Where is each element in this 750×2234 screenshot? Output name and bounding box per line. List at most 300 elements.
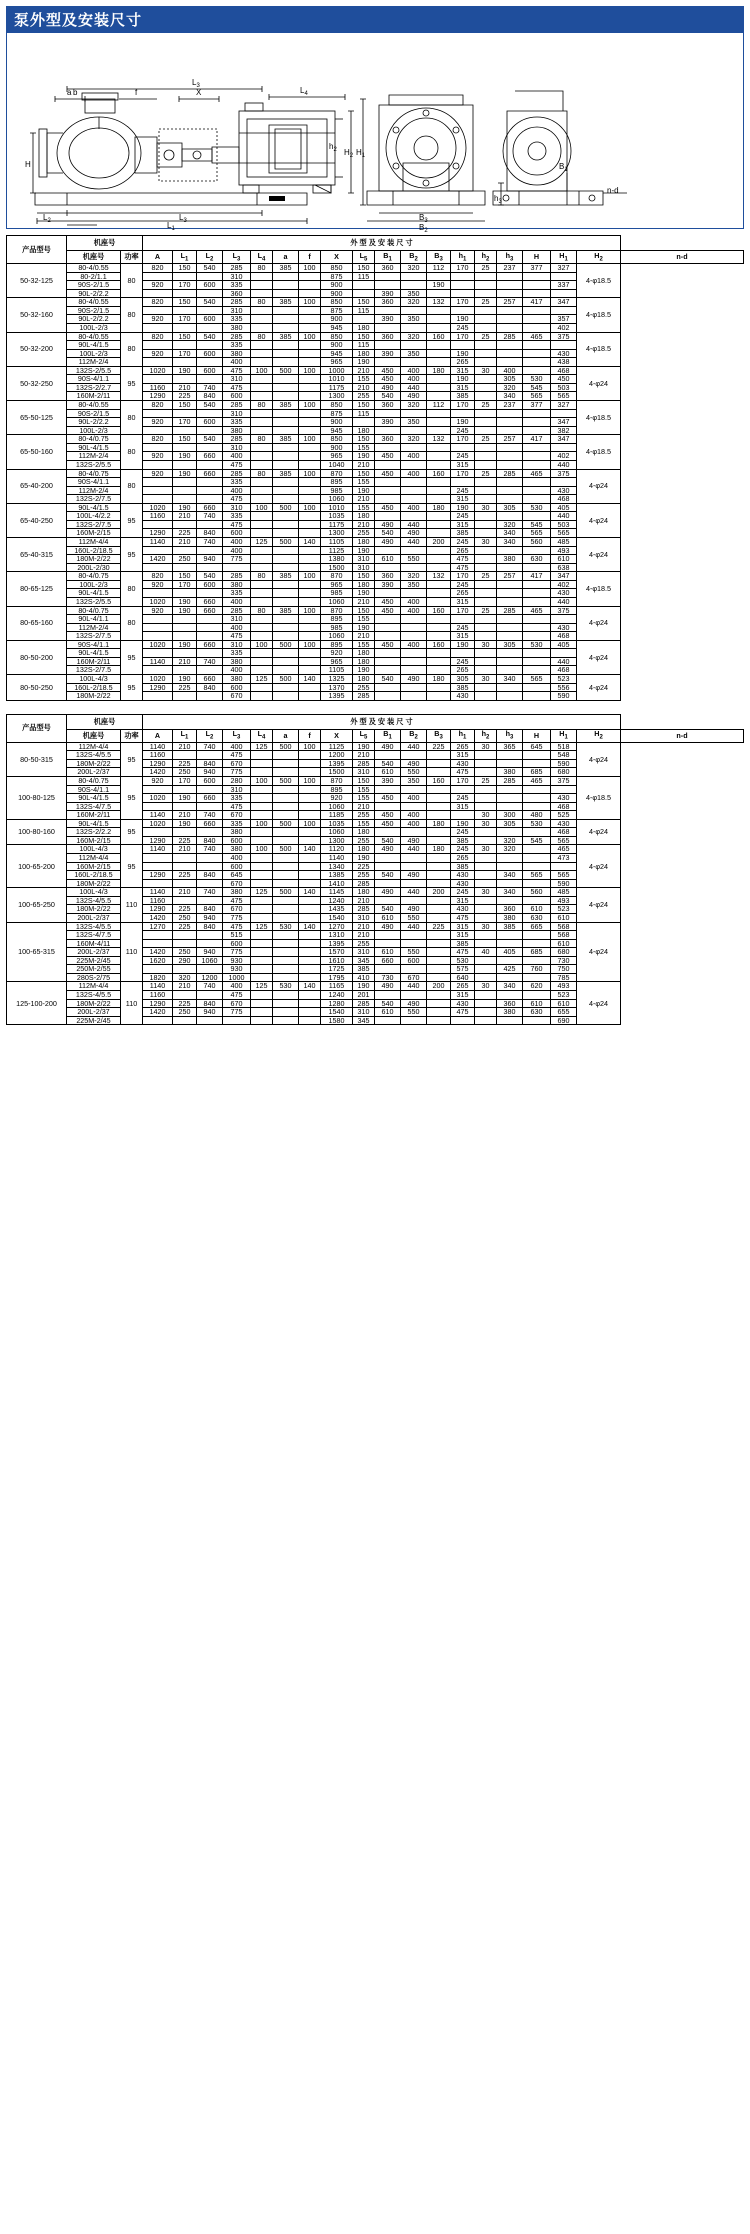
dim-B3-cell xyxy=(401,931,427,940)
dim-H-cell: 305 xyxy=(497,819,523,828)
dim-H-cell xyxy=(497,418,523,427)
dim-L4-cell: 930 xyxy=(223,965,251,974)
dim-H2-cell: 523 xyxy=(551,991,577,1000)
dim-L4-cell: 360 xyxy=(223,289,251,298)
dim-h1-cell xyxy=(427,999,451,1008)
dim-L1-cell: 1160 xyxy=(143,383,173,392)
dim-H-cell: 305 xyxy=(497,503,523,512)
table-row xyxy=(7,666,744,675)
dim-H-cell: 285 xyxy=(497,332,523,341)
dim-h3-cell: 30 xyxy=(475,845,497,854)
dim-H2-cell: 450 xyxy=(551,375,577,384)
dim-L1-cell: 920 xyxy=(143,281,173,290)
dim-H1-cell xyxy=(523,854,551,863)
dim-L3-cell xyxy=(197,623,223,632)
dim-h3-cell: 25 xyxy=(475,606,497,615)
dim-h3-cell xyxy=(475,991,497,1000)
dim-h1-cell xyxy=(427,794,451,803)
dim-B3-cell: 320 xyxy=(401,435,427,444)
dim-L1-cell: 1160 xyxy=(143,896,173,905)
dim-h1-cell xyxy=(427,478,451,487)
dim-L4-cell: 475 xyxy=(223,495,251,504)
dim-L5-cell: 1570 xyxy=(321,948,353,957)
dim-X-cell xyxy=(299,546,321,555)
dim-a-cell: 100 xyxy=(251,640,273,649)
dim-L3-cell: 600 xyxy=(197,315,223,324)
motor-power-cell: 112M-2/4 xyxy=(67,486,121,495)
dim-a-cell xyxy=(251,948,273,957)
dim-L5-cell: 1310 xyxy=(321,931,353,940)
dim-L1-cell xyxy=(143,495,173,504)
dim-L4-cell: 400 xyxy=(223,597,251,606)
dim-H1-cell: 545 xyxy=(523,836,551,845)
dim-h3-cell: 25 xyxy=(475,469,497,478)
dim-L5-cell: 1035 xyxy=(321,819,353,828)
dim-h2-cell: 315 xyxy=(451,896,475,905)
dim-L3-cell: 600 xyxy=(197,281,223,290)
col-h3: $h_3$ xyxy=(497,251,523,264)
dim-L5-cell: 1010 xyxy=(321,503,353,512)
dim-h1-cell: 180 xyxy=(427,675,451,684)
dim-f-cell: 500 xyxy=(273,675,299,684)
dim-h3-cell xyxy=(475,999,497,1008)
dim-f-cell: 385 xyxy=(273,264,299,273)
dim-X-cell xyxy=(299,999,321,1008)
dim-f-cell xyxy=(273,802,299,811)
dim-h2-cell: 245 xyxy=(451,888,475,897)
dim-H2-cell: 565 xyxy=(551,836,577,845)
dim-a-cell: 125 xyxy=(251,675,273,684)
dim-L5-cell: 1300 xyxy=(321,529,353,538)
motor-power-cell: 132S-2/7.5 xyxy=(67,666,121,675)
dim-H1-cell: 417 xyxy=(523,572,551,581)
dim-h2-cell: 245 xyxy=(451,794,475,803)
dim-B1-cell: 150 xyxy=(353,776,375,785)
dim-L5-cell: 1175 xyxy=(321,520,353,529)
dim-B2-cell xyxy=(375,341,401,350)
dim-H1-cell: 610 xyxy=(523,999,551,1008)
dim-X-cell xyxy=(299,349,321,358)
dim-h3-cell xyxy=(475,862,497,871)
dim-A-cell: 80 xyxy=(121,401,143,435)
dim-h1-cell xyxy=(427,811,451,820)
dim-L5-cell: 875 xyxy=(321,409,353,418)
motor-power-cell: 80-4/0.55 xyxy=(67,332,121,341)
dim-f-cell xyxy=(273,589,299,598)
dim-L1-cell: 1140 xyxy=(143,657,173,666)
dim-H-cell xyxy=(497,460,523,469)
dim-h1-cell: 160 xyxy=(427,332,451,341)
motor-power-cell: 80-4/0.75 xyxy=(67,469,121,478)
dim-h1-cell xyxy=(427,657,451,666)
col-f: f xyxy=(299,251,321,264)
dim-L1-cell: 920 xyxy=(143,469,173,478)
dim-L2-cell: 190 xyxy=(173,503,197,512)
dim-X-cell xyxy=(299,315,321,324)
product-model-cell: 65-50-160 xyxy=(7,435,67,469)
dim-H1-cell xyxy=(523,452,551,461)
dim-h2-cell xyxy=(451,281,475,290)
dim-B1-cell: 180 xyxy=(353,845,375,854)
dim-B1-cell: 190 xyxy=(353,666,375,675)
dim-B1-cell: 180 xyxy=(353,538,375,547)
dim-X-cell xyxy=(299,272,321,281)
dim-h1-cell xyxy=(427,905,451,914)
dim-L4-cell: 380 xyxy=(223,426,251,435)
dim-B1-cell xyxy=(353,281,375,290)
dim-B2-cell xyxy=(375,931,401,940)
dim-f-cell xyxy=(273,478,299,487)
col-f-2: f xyxy=(299,729,321,742)
col-A-2: A xyxy=(143,729,173,742)
dim-a-cell xyxy=(251,862,273,871)
dim-L5-cell: 985 xyxy=(321,623,353,632)
dim-B1-cell: 155 xyxy=(353,478,375,487)
dim-L2-cell xyxy=(173,931,197,940)
dim-L4-cell: 400 xyxy=(223,486,251,495)
dim-L5-cell: 1105 xyxy=(321,666,353,675)
dim-h1-cell xyxy=(427,315,451,324)
dim-X-cell xyxy=(299,896,321,905)
dim-h3-cell: 25 xyxy=(475,572,497,581)
dim-h3-cell xyxy=(475,323,497,332)
dim-H-cell xyxy=(497,751,523,760)
dim-H2-cell: 402 xyxy=(551,452,577,461)
dim-h1-cell xyxy=(427,555,451,564)
dim-f-cell: 500 xyxy=(273,640,299,649)
dim-L2-cell: 190 xyxy=(173,794,197,803)
motor-power-cell: 132S-2/7.5 xyxy=(67,520,121,529)
col-motor-frame: 机座号 xyxy=(67,251,121,264)
dim-L2-cell xyxy=(173,632,197,641)
dim-h2-cell: 575 xyxy=(451,965,475,974)
table-row xyxy=(7,281,744,290)
dim-a-cell: 125 xyxy=(251,888,273,897)
table-row xyxy=(7,982,744,991)
dim-h3-cell xyxy=(475,692,497,701)
table-row xyxy=(7,443,744,452)
dim-a-cell xyxy=(251,589,273,598)
dim-A-cell: 80 xyxy=(121,572,143,606)
dim-nd-cell: 4-φ24 xyxy=(577,982,621,1025)
dim-L2-cell: 170 xyxy=(173,580,197,589)
dim-L2-cell: 250 xyxy=(173,913,197,922)
dim-L5-cell: 1240 xyxy=(321,896,353,905)
dim-L2-cell: 250 xyxy=(173,555,197,564)
dim-H2-cell: 468 xyxy=(551,828,577,837)
dim-f-cell xyxy=(273,341,299,350)
dim-L2-cell xyxy=(173,692,197,701)
dim-L5-cell: 1435 xyxy=(321,905,353,914)
dim-h1-cell xyxy=(427,323,451,332)
dim-H1-cell xyxy=(523,931,551,940)
motor-power-cell: 80-4/0.75 xyxy=(67,572,121,581)
dim-a-cell: 80 xyxy=(251,332,273,341)
dim-h3-cell xyxy=(475,460,497,469)
dim-B3-cell: 490 xyxy=(401,871,427,880)
dim-H1-cell: 480 xyxy=(523,811,551,820)
col-B1: $B_1$ xyxy=(375,251,401,264)
dim-B2-cell: 360 xyxy=(375,572,401,581)
dim-H-cell xyxy=(497,794,523,803)
dim-H2-cell: 402 xyxy=(551,323,577,332)
dim-f-cell xyxy=(273,939,299,948)
dim-f-cell xyxy=(273,905,299,914)
dim-H2-cell: 525 xyxy=(551,811,577,820)
dim-L4-cell: 475 xyxy=(223,991,251,1000)
dim-H2-cell: 610 xyxy=(551,913,577,922)
dim-L3-cell: 600 xyxy=(197,366,223,375)
dim-h2-cell: 475 xyxy=(451,555,475,564)
dim-L3-cell: 840 xyxy=(197,999,223,1008)
dim-L4-cell: 400 xyxy=(223,623,251,632)
table-row xyxy=(7,478,744,487)
dim-L1-cell: 1420 xyxy=(143,768,173,777)
dim-h1-cell: 200 xyxy=(427,888,451,897)
dim-L2-cell: 225 xyxy=(173,683,197,692)
dim-L1-cell: 1020 xyxy=(143,640,173,649)
col-L1: $L_1$ xyxy=(173,251,197,264)
dim-L1-cell: 920 xyxy=(143,349,173,358)
dim-B3-cell xyxy=(401,623,427,632)
dim-L4-cell: 475 xyxy=(223,802,251,811)
dim-h3-cell xyxy=(475,443,497,452)
dim-h1-cell: 225 xyxy=(427,922,451,931)
motor-power-cell: 160M-2/15 xyxy=(67,836,121,845)
svg-text:a: a xyxy=(67,88,72,97)
dim-h2-cell: 245 xyxy=(451,426,475,435)
dim-B2-cell xyxy=(375,1016,401,1025)
dim-L3-cell: 540 xyxy=(197,264,223,273)
table-row xyxy=(7,742,744,751)
dim-L2-cell: 150 xyxy=(173,332,197,341)
dim-L3-cell: 660 xyxy=(197,819,223,828)
dim-L2-cell: 210 xyxy=(173,888,197,897)
dim-L4-cell: 475 xyxy=(223,751,251,760)
dim-L1-cell: 1420 xyxy=(143,948,173,957)
dim-B3-cell xyxy=(401,649,427,658)
motor-power-cell: 90L-4/1.5 xyxy=(67,819,121,828)
dim-h1-cell: 180 xyxy=(427,366,451,375)
table-row xyxy=(7,349,744,358)
dim-H2-cell: 523 xyxy=(551,905,577,914)
dim-f-cell xyxy=(273,948,299,957)
table-row xyxy=(7,383,744,392)
dim-B2-cell xyxy=(375,272,401,281)
dim-L5-cell: 900 xyxy=(321,289,353,298)
dim-h1-cell xyxy=(427,931,451,940)
svg-text:b: b xyxy=(73,88,78,97)
dim-H2-cell: 503 xyxy=(551,383,577,392)
dim-L4-cell: 475 xyxy=(223,922,251,931)
dim-B2-cell xyxy=(375,323,401,332)
dim-h2-cell: 315 xyxy=(451,597,475,606)
col-L3: $L_3$ xyxy=(223,251,251,264)
dim-H-cell xyxy=(497,478,523,487)
dim-h3-cell xyxy=(475,896,497,905)
dim-L5-cell: 1380 xyxy=(321,555,353,564)
dim-X-cell: 100 xyxy=(299,819,321,828)
dim-L5-cell: 1175 xyxy=(321,383,353,392)
dim-B2-cell: 450 xyxy=(375,811,401,820)
table-row xyxy=(7,683,744,692)
dim-H1-cell: 620 xyxy=(523,982,551,991)
dim-H1-cell xyxy=(523,845,551,854)
motor-power-cell: 280S-2/75 xyxy=(67,973,121,982)
product-model-cell: 50-32-200 xyxy=(7,332,67,366)
dim-H1-cell: 610 xyxy=(523,905,551,914)
dim-B2-cell xyxy=(375,478,401,487)
dim-L1-cell xyxy=(143,1016,173,1025)
dim-L5-cell: 850 xyxy=(321,435,353,444)
svg-text:L4: $L_4$ xyxy=(300,86,308,97)
dim-h3-cell: 30 xyxy=(475,675,497,684)
table-row xyxy=(7,649,744,658)
dim-L4-cell xyxy=(223,1016,251,1025)
dim-B1-cell: 210 xyxy=(353,597,375,606)
svg-text:n-d: n-d xyxy=(607,186,619,195)
dim-H2-cell: 556 xyxy=(551,683,577,692)
dim-H1-cell xyxy=(523,785,551,794)
dim-f-cell xyxy=(273,452,299,461)
dim-L1-cell: 1020 xyxy=(143,675,173,684)
dim-h3-cell: 30 xyxy=(475,819,497,828)
dim-H1-cell: 377 xyxy=(523,401,551,410)
dim-H1-cell xyxy=(523,486,551,495)
dim-a-cell xyxy=(251,683,273,692)
table-row xyxy=(7,538,744,547)
dim-H1-cell xyxy=(523,409,551,418)
dim-a-cell xyxy=(251,443,273,452)
dim-f-cell xyxy=(273,854,299,863)
product-model-cell: 65-40-315 xyxy=(7,538,67,572)
dim-X-cell: 100 xyxy=(299,332,321,341)
dim-B3-cell xyxy=(401,657,427,666)
dim-h3-cell xyxy=(475,452,497,461)
dim-a-cell: 80 xyxy=(251,401,273,410)
dim-H-cell xyxy=(497,692,523,701)
dim-L2-cell: 190 xyxy=(173,819,197,828)
dim-B2-cell: 540 xyxy=(375,999,401,1008)
dim-L2-cell: 210 xyxy=(173,512,197,521)
dim-h2-cell: 315 xyxy=(451,520,475,529)
dim-L2-cell: 225 xyxy=(173,392,197,401)
dim-L4-cell: 335 xyxy=(223,819,251,828)
dim-L4-cell: 310 xyxy=(223,615,251,624)
dim-H2-cell: 440 xyxy=(551,460,577,469)
dim-X-cell xyxy=(299,443,321,452)
dim-L3-cell xyxy=(197,1016,223,1025)
dim-B3-cell xyxy=(401,632,427,641)
motor-power-cell: 90L-4/1.1 xyxy=(67,615,121,624)
dim-H1-cell xyxy=(523,341,551,350)
table-row xyxy=(7,606,744,615)
dim-a-cell xyxy=(251,375,273,384)
dim-h2-cell: 245 xyxy=(451,323,475,332)
dim-B3-cell xyxy=(401,1016,427,1025)
dim-A-cell: 110 xyxy=(121,888,143,922)
dim-h1-cell xyxy=(427,683,451,692)
dim-f-cell xyxy=(273,555,299,564)
col-motor-group-2: 机座号 xyxy=(67,714,143,729)
dim-h1-cell xyxy=(427,991,451,1000)
motor-power-cell: 112M-4/4 xyxy=(67,982,121,991)
dim-L4-cell: 670 xyxy=(223,905,251,914)
dim-B1-cell: 180 xyxy=(353,888,375,897)
motor-power-cell: 100L-2/3 xyxy=(67,426,121,435)
dim-L5-cell: 965 xyxy=(321,580,353,589)
dim-h1-cell: 112 xyxy=(427,264,451,273)
dim-B3-cell: 400 xyxy=(401,606,427,615)
table-row xyxy=(7,1008,744,1017)
dim-L2-cell: 225 xyxy=(173,922,197,931)
dim-L1-cell: 1270 xyxy=(143,922,173,931)
dim-L1-cell: 1420 xyxy=(143,913,173,922)
dim-B3-cell xyxy=(401,991,427,1000)
dim-H-cell xyxy=(497,281,523,290)
dim-H1-cell xyxy=(523,306,551,315)
table-row xyxy=(7,802,744,811)
dim-f-cell xyxy=(273,615,299,624)
dim-X-cell xyxy=(299,811,321,820)
dim-L5-cell: 1725 xyxy=(321,965,353,974)
dim-X-cell xyxy=(299,956,321,965)
col-X-2: X xyxy=(321,729,353,742)
dim-h2-cell: 315 xyxy=(451,383,475,392)
table-row xyxy=(7,922,744,931)
motor-power-cell: 112M-2/4 xyxy=(67,623,121,632)
dim-L4-cell: 600 xyxy=(223,529,251,538)
dim-A-cell: 95 xyxy=(121,675,143,701)
dim-f-cell xyxy=(273,495,299,504)
dim-a-cell: 100 xyxy=(251,503,273,512)
dim-L5-cell: 895 xyxy=(321,478,353,487)
dim-H-cell: 360 xyxy=(497,905,523,914)
dim-B1-cell: 255 xyxy=(353,836,375,845)
dim-nd-cell: 4-φ24 xyxy=(577,675,621,701)
dim-L4-cell: 285 xyxy=(223,401,251,410)
motor-power-cell: 80-4/0.75 xyxy=(67,435,121,444)
dim-h3-cell: 30 xyxy=(475,742,497,751)
dim-L5-cell: 965 xyxy=(321,452,353,461)
dim-B1-cell: 180 xyxy=(353,649,375,658)
dim-X-cell: 100 xyxy=(299,572,321,581)
dim-h1-cell xyxy=(427,495,451,504)
dim-L1-cell: 1020 xyxy=(143,819,173,828)
dim-h1-cell xyxy=(427,948,451,957)
dim-L4-cell: 285 xyxy=(223,264,251,273)
dim-H2-cell: 473 xyxy=(551,854,577,863)
col-dimension-group-2: 外 型 及 安 装 尺 寸 xyxy=(143,714,621,729)
dim-B1-cell: 180 xyxy=(353,349,375,358)
dim-f-cell xyxy=(273,965,299,974)
dim-B2-cell xyxy=(375,683,401,692)
motor-power-cell: 112M-2/4 xyxy=(67,358,121,367)
dim-B3-cell: 440 xyxy=(401,888,427,897)
dim-H-cell xyxy=(497,306,523,315)
table-row xyxy=(7,366,744,375)
table-row xyxy=(7,452,744,461)
col-L3-2: $L_3$ xyxy=(223,729,251,742)
dim-L4-cell: 600 xyxy=(223,836,251,845)
dim-X-cell xyxy=(299,520,321,529)
dim-H-cell xyxy=(497,597,523,606)
dim-a-cell xyxy=(251,657,273,666)
dim-f-cell: 500 xyxy=(273,503,299,512)
svg-text:L3: $L_3$ xyxy=(192,78,200,89)
dim-h2-cell: 170 xyxy=(451,264,475,273)
dim-H2-cell: 518 xyxy=(551,742,577,751)
